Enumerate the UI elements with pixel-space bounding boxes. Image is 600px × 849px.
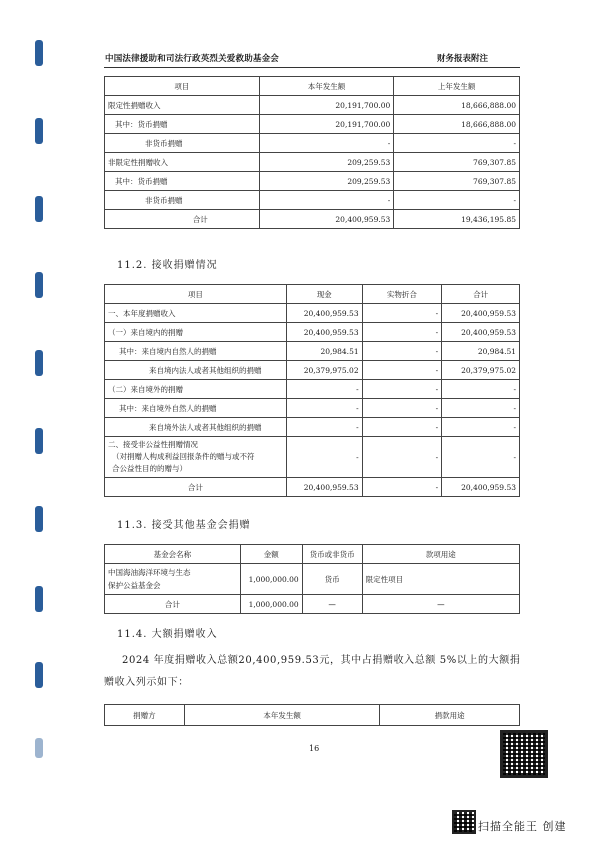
page-number: 16 bbox=[309, 744, 320, 753]
foundation-name bbox=[105, 564, 241, 595]
amount-value: 1,000,000.00 bbox=[240, 564, 302, 595]
total-row bbox=[105, 595, 520, 614]
total-value: 20,400,959.53 bbox=[442, 304, 520, 323]
header-organization: 中国法律援助和司法行政英烈关爱救助基金会 bbox=[105, 54, 280, 64]
item-label: 其中：货币捐赠 bbox=[105, 172, 260, 191]
current-year-value: - bbox=[259, 134, 394, 153]
total-value: 20,400,959.53 bbox=[442, 323, 520, 342]
col-header: 款项用途 bbox=[362, 545, 519, 564]
prior-year-value: - bbox=[394, 134, 520, 153]
current-year-value: 209,259.53 bbox=[259, 153, 394, 172]
binder-mark bbox=[35, 40, 43, 66]
in-kind-value: - bbox=[362, 304, 442, 323]
col-header: 项目 bbox=[105, 285, 287, 304]
table-row bbox=[105, 153, 520, 172]
binder-mark bbox=[35, 738, 43, 758]
col-header: 捐赠方 bbox=[105, 705, 185, 726]
purpose-total: — bbox=[362, 595, 519, 614]
item-label: 非货币捐赠 bbox=[105, 191, 260, 210]
in-kind-value: - bbox=[362, 437, 442, 478]
col-header: 金额 bbox=[240, 545, 302, 564]
item-label: 其中：来自境外自然人的捐赠 bbox=[105, 399, 287, 418]
total-row bbox=[105, 210, 520, 229]
item-label: 限定性捐赠收入 bbox=[105, 96, 260, 115]
cash-value: - bbox=[286, 437, 362, 478]
scanner-qr-icon bbox=[452, 810, 476, 834]
table-row bbox=[105, 323, 520, 342]
total-value: - bbox=[442, 399, 520, 418]
col-header: 项目 bbox=[105, 77, 260, 96]
table-row bbox=[105, 96, 520, 115]
cash-value: - bbox=[286, 418, 362, 437]
binder-mark bbox=[35, 350, 43, 376]
col-header: 现金 bbox=[286, 285, 362, 304]
received-donations-table bbox=[104, 284, 520, 497]
header-divider bbox=[104, 67, 520, 68]
total-row bbox=[105, 478, 520, 497]
col-header: 本年发生额 bbox=[259, 77, 394, 96]
in-kind-value: - bbox=[362, 380, 442, 399]
col-header: 捐款用途 bbox=[380, 705, 520, 726]
cash-value: - bbox=[286, 399, 362, 418]
cash-value: - bbox=[286, 380, 362, 399]
binder-mark bbox=[35, 272, 43, 298]
table-row bbox=[105, 342, 520, 361]
foundation-name-line-2: 保护公益基金会 bbox=[108, 581, 161, 590]
table-header-row bbox=[105, 705, 520, 726]
cash-total: 20,400,959.53 bbox=[286, 478, 362, 497]
in-kind-value: - bbox=[362, 361, 442, 380]
nonpublic-line-3: 合公益性目的的赠与） bbox=[112, 464, 187, 473]
current-year-value: 209,259.53 bbox=[259, 172, 394, 191]
current-year-value: - bbox=[259, 191, 394, 210]
prior-year-value: 769,307.85 bbox=[394, 153, 520, 172]
cash-value: 20,400,959.53 bbox=[286, 323, 362, 342]
binder-mark bbox=[35, 118, 43, 144]
in-kind-value: - bbox=[362, 342, 442, 361]
prior-year-total: 19,436,195.85 bbox=[394, 210, 520, 229]
grand-total: 20,400,959.53 bbox=[442, 478, 520, 497]
col-header: 货币或非货币 bbox=[302, 545, 362, 564]
header-section: 财务报表附注 bbox=[437, 54, 489, 64]
nonpublic-line-2: （对捐赠人构成利益回报条件的赠与或不符 bbox=[112, 452, 255, 461]
large-donation-paragraph bbox=[104, 650, 524, 694]
table-row bbox=[105, 115, 520, 134]
item-label: （二）来自境外的捐赠 bbox=[105, 380, 287, 399]
large-donations-table bbox=[104, 704, 520, 726]
table-row bbox=[105, 172, 520, 191]
qr-code-icon bbox=[500, 730, 548, 778]
nonpublic-donation-label bbox=[105, 437, 287, 478]
prior-year-value: 769,307.85 bbox=[394, 172, 520, 191]
in-kind-total: - bbox=[362, 478, 442, 497]
currency-type-total: — bbox=[302, 595, 362, 614]
table-row bbox=[105, 304, 520, 323]
foundation-name-line-1: 中国海油海洋环境与生态 bbox=[108, 568, 191, 577]
cash-value: 20,400,959.53 bbox=[286, 304, 362, 323]
table-row bbox=[105, 134, 520, 153]
total-value: - bbox=[442, 380, 520, 399]
table-header-row bbox=[105, 545, 520, 564]
item-label: 其中：货币捐赠 bbox=[105, 115, 260, 134]
in-kind-value: - bbox=[362, 323, 442, 342]
binder-mark bbox=[35, 506, 43, 532]
table-header-row bbox=[105, 77, 520, 96]
total-label: 合计 bbox=[105, 595, 241, 614]
item-label: 来自境外法人或者其他组织的捐赠 bbox=[105, 418, 287, 437]
binder-mark bbox=[35, 196, 43, 222]
col-header: 实物折合 bbox=[362, 285, 442, 304]
item-label: 其中：来自境内自然人的捐赠 bbox=[105, 342, 287, 361]
table-row bbox=[105, 380, 520, 399]
table-row bbox=[105, 437, 520, 478]
donation-income-table bbox=[104, 76, 520, 229]
item-label: 非货币捐赠 bbox=[105, 134, 260, 153]
scanner-watermark: 扫描全能王 创建 bbox=[478, 820, 567, 833]
section-title-11-2: 11.2. 接收捐赠情况 bbox=[117, 260, 218, 271]
cash-value: 20,379,975.02 bbox=[286, 361, 362, 380]
total-label: 合计 bbox=[105, 478, 287, 497]
current-year-value: 20,191,700.00 bbox=[259, 115, 394, 134]
table-header-row bbox=[105, 285, 520, 304]
total-label: 合计 bbox=[105, 210, 260, 229]
foundation-donations-table bbox=[104, 544, 520, 614]
prior-year-value: 18,666,888.00 bbox=[394, 115, 520, 134]
table-row bbox=[105, 564, 520, 595]
prior-year-value: 18,666,888.00 bbox=[394, 96, 520, 115]
col-header: 上年发生额 bbox=[394, 77, 520, 96]
item-label: 来自境内法人或者其他组织的捐赠 bbox=[105, 361, 287, 380]
table-row bbox=[105, 418, 520, 437]
prior-year-value: - bbox=[394, 191, 520, 210]
item-label: 非限定性捐赠收入 bbox=[105, 153, 260, 172]
current-year-value: 20,191,700.00 bbox=[259, 96, 394, 115]
currency-type: 货币 bbox=[302, 564, 362, 595]
col-header: 基金会名称 bbox=[105, 545, 241, 564]
total-value: - bbox=[442, 437, 520, 478]
purpose: 限定性项目 bbox=[362, 564, 519, 595]
item-label: （一）来自境内的捐赠 bbox=[105, 323, 287, 342]
cash-value: 20,984.51 bbox=[286, 342, 362, 361]
paragraph-line-1: 2024 年度捐赠收入总额20,400,959.53元，其中占捐赠收入总额 5%以上的大额捐 bbox=[122, 655, 521, 666]
total-value: 20,984.51 bbox=[442, 342, 520, 361]
total-value: - bbox=[442, 418, 520, 437]
binder-mark bbox=[35, 428, 43, 454]
in-kind-value: - bbox=[362, 418, 442, 437]
section-title-11-3: 11.3. 接受其他基金会捐赠 bbox=[117, 520, 251, 531]
table-row bbox=[105, 361, 520, 380]
table-row bbox=[105, 399, 520, 418]
current-year-total: 20,400,959.53 bbox=[259, 210, 394, 229]
binder-mark bbox=[35, 662, 43, 688]
section-title-11-4: 11.4. 大额捐赠收入 bbox=[117, 629, 218, 640]
col-header: 合计 bbox=[442, 285, 520, 304]
item-label: 一、本年度捐赠收入 bbox=[105, 304, 287, 323]
total-value: 20,379,975.02 bbox=[442, 361, 520, 380]
binder-mark bbox=[35, 586, 43, 612]
nonpublic-line-1: 二、接受非公益性捐赠情况 bbox=[108, 440, 198, 449]
table-row bbox=[105, 191, 520, 210]
paragraph-line-2: 赠收入列示如下： bbox=[104, 677, 189, 688]
amount-total: 1,000,000.00 bbox=[240, 595, 302, 614]
in-kind-value: - bbox=[362, 399, 442, 418]
col-header: 本年发生额 bbox=[184, 705, 380, 726]
